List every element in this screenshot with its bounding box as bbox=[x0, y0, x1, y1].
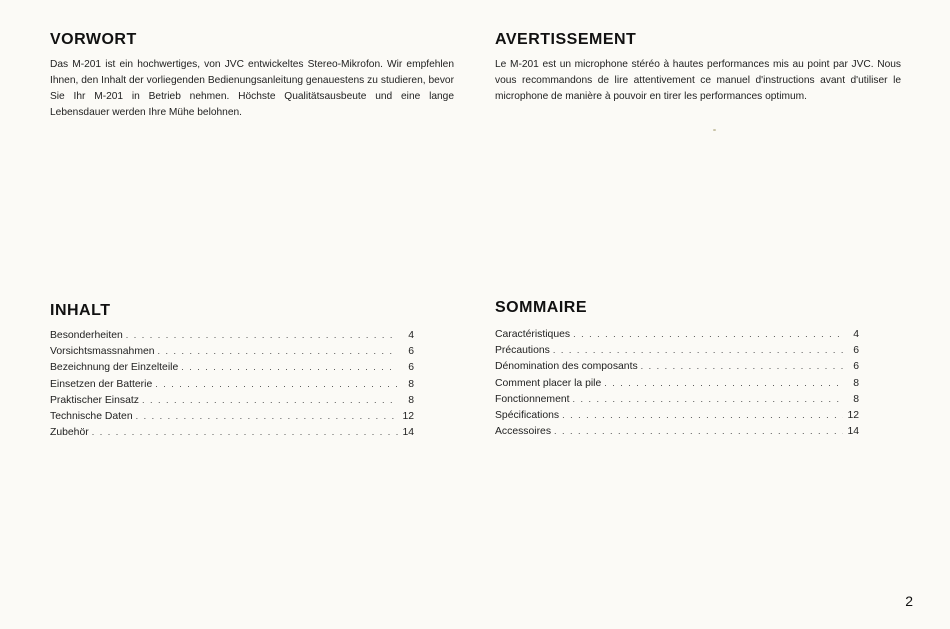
toc-entry-page: 12 bbox=[847, 409, 859, 421]
toc-entry-label: Bezeichnung der Einzelteile bbox=[50, 362, 179, 374]
toc-entry-page: 12 bbox=[402, 410, 414, 422]
toc-entry bbox=[50, 346, 414, 362]
toc-leader-dots bbox=[573, 329, 843, 339]
toc-entry bbox=[50, 395, 414, 411]
toc-leader-dots bbox=[155, 379, 398, 389]
sommaire-section bbox=[495, 299, 859, 442]
toc-leader-dots bbox=[126, 330, 398, 340]
toc-leader-dots bbox=[142, 395, 398, 405]
toc-entry-label: Technische Daten bbox=[50, 410, 133, 422]
toc-leader-dots bbox=[553, 345, 843, 355]
toc-entry-label: Caractéristiques bbox=[495, 329, 571, 340]
toc-entry-page: 4 bbox=[853, 329, 859, 340]
toc-entry bbox=[50, 411, 414, 427]
avertissement-section bbox=[495, 31, 901, 105]
toc-entry bbox=[50, 362, 414, 378]
sommaire-toc bbox=[495, 329, 859, 442]
toc-entry-page: 8 bbox=[853, 377, 859, 389]
toc-entry-page: 6 bbox=[853, 345, 859, 357]
toc-entry-label: Précautions bbox=[495, 345, 550, 357]
toc-entry-label: Praktischer Einsatz bbox=[50, 394, 139, 406]
toc-entry bbox=[495, 410, 859, 426]
toc-entry-label: Comment placer la pile bbox=[495, 377, 602, 389]
toc-entry bbox=[495, 361, 859, 377]
toc-entry-page: 8 bbox=[408, 378, 414, 390]
inhalt-toc bbox=[50, 330, 414, 443]
toc-leader-dots bbox=[181, 362, 398, 372]
toc-entry-page: 6 bbox=[408, 362, 414, 374]
toc-entry-label: Zubehör bbox=[50, 427, 89, 439]
toc-entry-page: 14 bbox=[402, 427, 414, 439]
inhalt-title: INHALT bbox=[50, 302, 111, 319]
vorwort-title: VORWORT bbox=[50, 31, 137, 48]
avertissement-title: AVERTISSEMENT bbox=[495, 31, 637, 48]
sommaire-title: SOMMAIRE bbox=[495, 299, 587, 316]
page-number: 2 bbox=[905, 593, 913, 609]
toc-leader-dots bbox=[641, 361, 843, 371]
toc-entry-label: Spécifications bbox=[495, 409, 560, 421]
vorwort-section bbox=[50, 31, 454, 121]
toc-entry-page: 6 bbox=[853, 361, 859, 373]
toc-entry bbox=[50, 330, 414, 346]
toc-entry-label: Fonctionnement bbox=[495, 393, 570, 405]
toc-entry bbox=[495, 378, 859, 394]
toc-entry-label: Einsetzen der Batterie bbox=[50, 378, 153, 390]
toc-entry bbox=[50, 379, 414, 395]
toc-entry bbox=[495, 394, 859, 410]
vorwort-text: Das M-201 ist ein hochwertiges, von JVC entwickeltes Stereo-Mikrofon. Wir empfehlen Ihnen, den Inhalt der vorliegenden Bedienungsanleitung genauestens zu studieren, bevor Sie Ihr M-201 in Betrieb nehmen. Höchste Qualitätsausbeute und eine lange Lebensdauer werden Ihre Mühe belohnen. bbox=[50, 59, 454, 118]
toc-leader-dots bbox=[573, 394, 843, 404]
toc-leader-dots bbox=[554, 426, 843, 436]
toc-leader-dots bbox=[562, 410, 843, 420]
inhalt-section bbox=[50, 302, 414, 443]
toc-leader-dots bbox=[92, 427, 398, 437]
toc-leader-dots bbox=[158, 346, 398, 356]
toc-entry-label: Accessoires bbox=[495, 426, 552, 438]
avertissement-text: Le M-201 est un microphone stéréo à hautes performances mis au point par JVC. Nous vous recommandons de lire attentivement ce manuel d'instructions avant d'utiliser le microphone de manière à pouvoir en tirer les performances optimum. bbox=[495, 59, 901, 102]
toc-entry-label: Dénomination des composants bbox=[495, 361, 638, 373]
toc-entry-page: 14 bbox=[847, 426, 859, 438]
toc-entry-page: 8 bbox=[408, 394, 414, 406]
toc-entry bbox=[50, 427, 414, 443]
toc-leader-dots bbox=[136, 411, 398, 421]
toc-entry bbox=[495, 329, 859, 345]
print-speck bbox=[713, 129, 716, 131]
toc-entry bbox=[495, 426, 859, 442]
toc-entry bbox=[495, 345, 859, 361]
toc-entry-page: 6 bbox=[408, 346, 414, 358]
toc-entry-page: 8 bbox=[853, 393, 859, 405]
toc-leader-dots bbox=[604, 378, 843, 388]
toc-entry-page: 4 bbox=[408, 330, 414, 341]
toc-entry-label: Vorsichtsmassnahmen bbox=[50, 346, 155, 358]
toc-entry-label: Besonderheiten bbox=[50, 330, 123, 341]
